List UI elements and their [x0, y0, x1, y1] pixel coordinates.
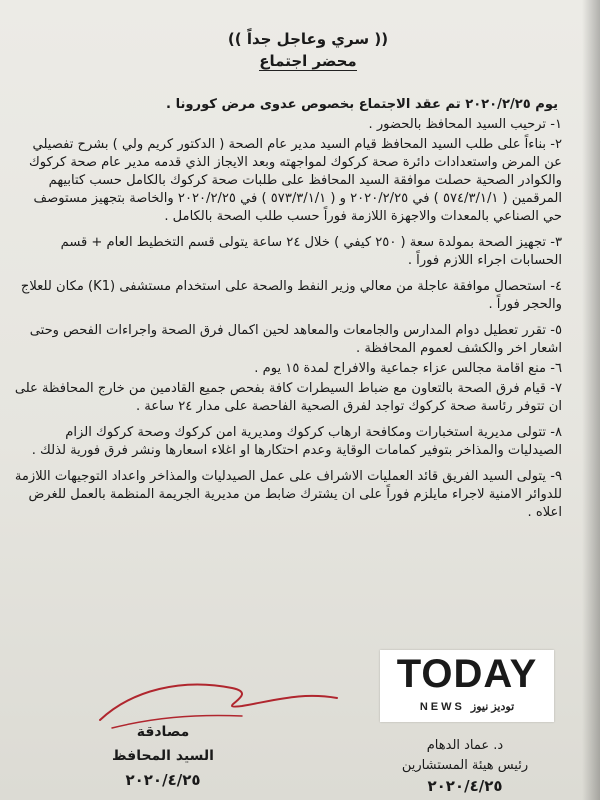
- document-header: [54, 30, 562, 72]
- document-body: [14, 6, 562, 522]
- advisor-name: د. عماد الدهام: [426, 738, 504, 753]
- governor-approval-block: [78, 720, 248, 792]
- advisor-title: رئيس هيئة المستشارين: [401, 758, 529, 773]
- governor-date: ٢٠٢٠/٤/٢٥: [125, 771, 201, 789]
- minute-item-3: ٣- تجهيز الصحة بمولدة سعة ( ٢٥٠ كيفي ) خلال ٢٤ ساعة يتولى قسم التخطيط العام + قسم الحسابات اجراء اللازم فوراً .: [60, 235, 562, 268]
- minute-item-4: ٤- استحصال موافقة عاجلة من معالي وزير النفط والصحة على استخدام مستشفى (K1) مكان للعلاج والحجر فوراً .: [20, 279, 562, 312]
- logo-brand: TODAY: [396, 652, 538, 696]
- today-news-logo: [380, 650, 554, 722]
- governor-title: السيد المحافظ: [112, 748, 214, 764]
- minute-item-9: ٩- يتولى السيد الفريق قائد العمليات الاشراف على عمل الصيدليات والمذاخر واعداد التوجيهات اللازمة للدوائر الامنية لاجراء مايلزم فوراً على ان يشترك ضابط من مديرية الجريمة المنظمة بالعمل للغرض اعلاه .: [14, 469, 562, 520]
- page-edge-shadow: [582, 0, 600, 800]
- minute-item-7: ٧- قيام فرق الصحة بالتعاون مع ضباط السيطرات كافة بفحص جميع القادمين من خارج المحافظة على ان تتوفر رئاسة صحة كركوك تواجد لفرق الصحية الفاحصة على مدار ٢٤ ساعة .: [14, 381, 562, 414]
- minute-item-6: ٦- منع اقامة مجالس عزاء جماعية والافراح لمدة ١٥ يوم .: [254, 361, 562, 376]
- minute-item-2: ٢- بناءاً على طلب السيد المحافظ قيام السيد مدير عام الصحة ( الدكتور كريم ولي ) بشرح تفصيلي عن المرض واستعدادات دائرة صحة كركوك لمواجهته وبعد الايجاز الذي قدمه مدير عام صحة كركوك والكوادر الصحية حصلت موافقة السيد المحافظ على طلبات صحة كركوك بالكامل حسب كتابيهم المرقمين ( ٥٧٤/٣/١/١ ) في ٢٠٢٠/٢/٢٥ و ( ٥٧٣/٣/١/١ ) في ٢٠٢٠/٢/٢٥ والخاصة بتجهيز مستوصف حي الصناعي بالمعدات والاجهزة اللازمة فوراً حسب طلب الصحة بالكامل .: [29, 137, 562, 224]
- document-title: محضر اجتماع: [259, 52, 357, 70]
- meeting-intro: يوم ٢٠٢٠/٢/٢٥ تم عقد الاجتماع بخصوص عدوى مرض كورونا .: [166, 97, 558, 112]
- minute-item-8: ٨- تتولى مديرية استخبارات ومكافحة ارهاب كركوك ومديرية امن كركوك وصحة كركوك الزام الصيدليات والمذاخر بتوفير كمامات الوقاية وعدم احتكارها او اغلاء اسعارها ونشر فرق فورية لذلك .: [31, 425, 562, 458]
- minute-item-5: ٥- تقرر تعطيل دوام المدارس والجامعات والمعاهد لحين اكمال فرق الصحة واجراءات الفحص وحتى اشعار اخر والكشف لعموم المحافظة .: [29, 323, 562, 356]
- minute-item-1: ١- ترحيب السيد المحافظ بالحضور .: [368, 117, 562, 132]
- advisor-block: [360, 736, 570, 796]
- advisor-date: ٢٠٢٠/٤/٢٥: [427, 777, 503, 795]
- logo-tagline: NEWS توديز نيوز: [419, 701, 515, 713]
- classification-label: (( سري وعاجل جداً )): [227, 30, 389, 48]
- approval-label: مصادقة: [136, 724, 190, 740]
